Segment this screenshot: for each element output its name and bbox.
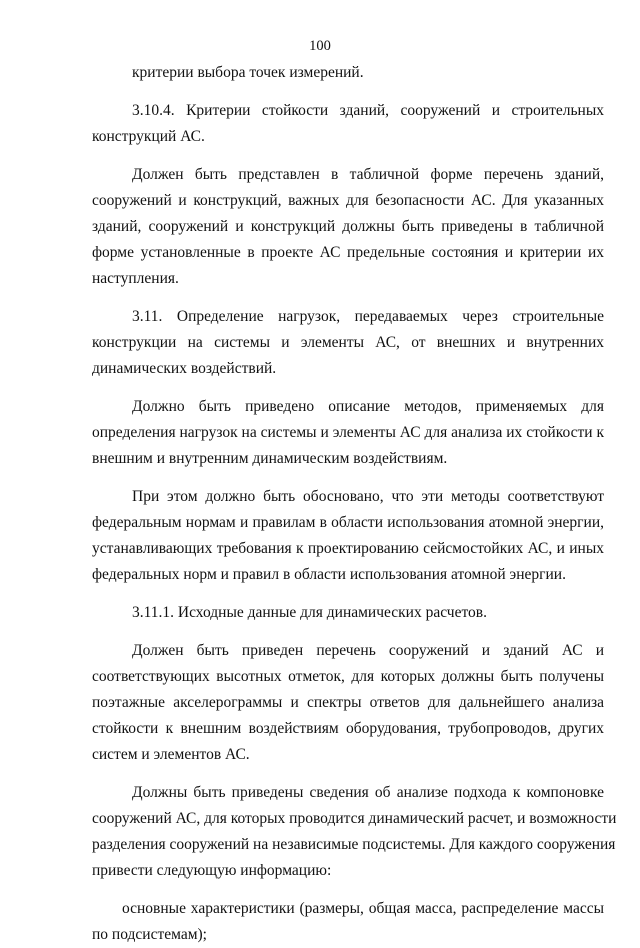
text-line: конструкций АС. [92,128,205,145]
text-line: форме установленные в проекте АС предельные состояния и критерии их [92,244,604,261]
section-heading-3-11: 3.11. Определение нагрузок, передаваемых через строительные [132,308,604,325]
text-line: разделения сооружений на независимые подсистемы. Для каждого сооружения [92,836,616,853]
text-line: сооружений АС, для которых проводится динамический расчет, и возможности [92,810,617,827]
text-line: федеральных норм и правил в области использования атомной энергии. [92,566,566,583]
section-heading-3-10-4: 3.10.4. Критерии стойкости зданий, сооружений и строительных [132,102,604,119]
document-body [92,60,617,948]
text-line: внешним и внутренним динамическим воздействиям. [92,450,448,467]
text-line: Должен быть приведен перечень сооружений и зданий АС и [132,642,604,659]
text-line: Должен быть представлен в табличной форме перечень зданий, [132,166,604,183]
text-line: поэтажные акселерограммы и спектры ответов для дальнейшего анализа [92,694,604,711]
list-item-line: по подсистемам); [92,926,207,943]
text-line: привести следующую информацию: [92,862,332,879]
text-line: сооружений и конструкций, важных для безопасности АС. Для указанных [92,192,604,209]
text-line: федеральным нормам и правилам в области использования атомной энергии, [92,514,604,531]
text-line: При этом должно быть обосновано, что эти методы соответствуют [132,488,604,505]
text-line: наступления. [92,270,179,287]
page-number: 100 [309,38,331,54]
text-line: Должно быть приведено описание методов, применяемых для [132,398,604,415]
text-line: динамических воздействий. [92,360,277,377]
list-item-line: основные характеристики (размеры, общая масса, распределение массы [122,900,604,917]
text-line: зданий, сооружений и конструкций должны быть приведены в табличной [92,218,604,235]
text-line: соответствующих высотных отметок, для которых должны быть получены [92,668,604,685]
text-line: конструкции на системы и элементы АС, от внешних и внутренних [92,334,604,351]
text-line: стойкости к внешним воздействиям оборудования, трубопроводов, других [92,720,604,737]
text-line: критерии выбора точек измерений. [132,64,364,81]
text-line: Должны быть приведены сведения об анализе подхода к компоновке [132,784,604,801]
text-line: устанавливающих требования к проектированию сейсмостойких АС, и иных [92,540,604,557]
section-heading-3-11-1: 3.11.1. Исходные данные для динамических расчетов. [132,604,487,621]
text-line: определения нагрузок на системы и элементы АС для анализа их стойкости к [92,424,604,441]
text-line: систем и элементов АС. [92,746,250,763]
